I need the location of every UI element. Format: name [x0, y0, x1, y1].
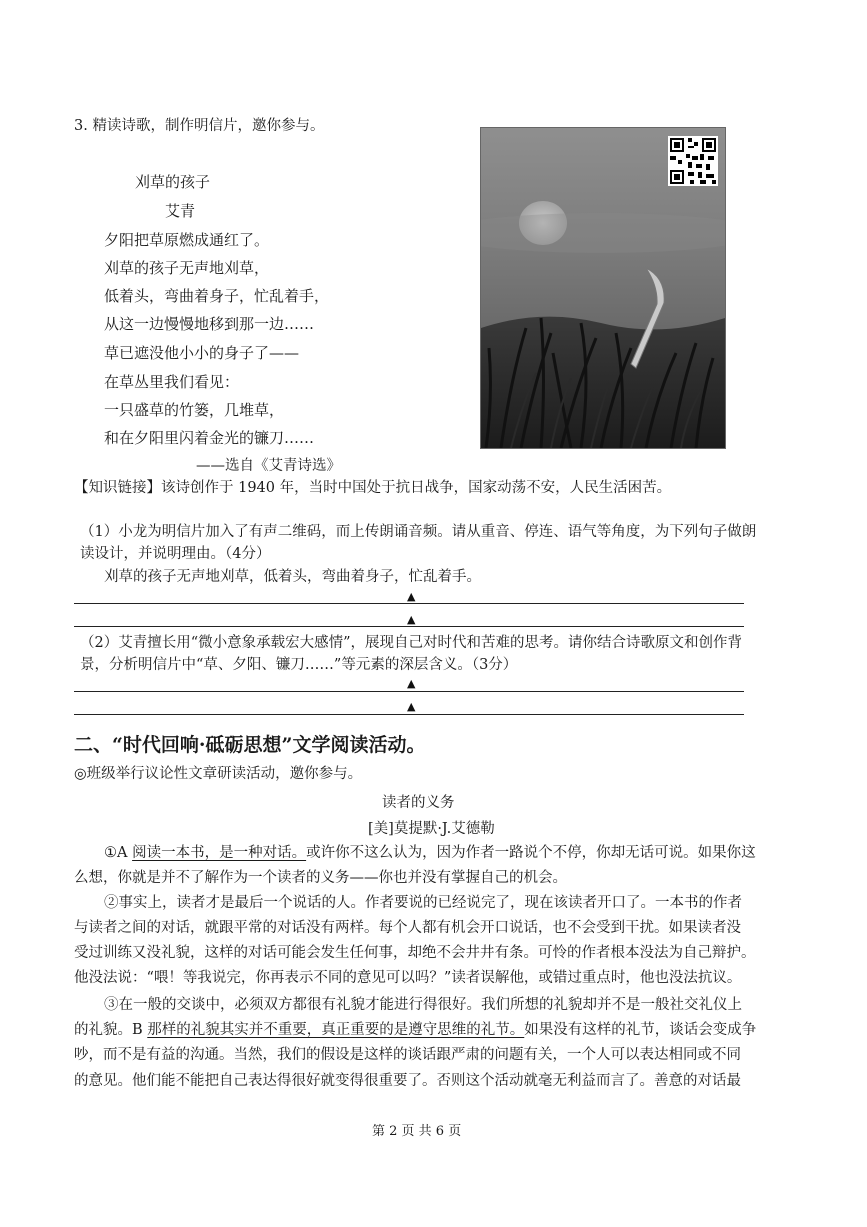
- subquestion-2-text: 景，分析明信片中“草、夕阳、镰刀……”等元素的深层含义。（3分）: [80, 657, 518, 673]
- poem-line: 低着头，弯曲着身子，忙乱着手，: [104, 287, 330, 305]
- qr-code-icon[interactable]: [668, 136, 718, 186]
- paragraph-1: ①A 阅读一本书，是一种对话。或许你不这么认为，因为作者一路说个不停，你却无话可说。如果你这: [104, 845, 756, 861]
- poem-line: 草已遮没他小小的身子了——: [104, 344, 300, 362]
- poem-title: 刈草的孩子: [135, 173, 211, 191]
- paragraph-1-line: 么想，你就是并不了解作为一个读者的义务——你也并没有掌握自己的机会。: [74, 870, 567, 886]
- answer-line[interactable]: [74, 714, 744, 715]
- article-title: 读者的义务: [382, 795, 455, 811]
- question-heading: 3. 精读诗歌，制作明信片，邀你参与。: [74, 118, 325, 134]
- paragraph-3-line: ③在一般的交谈中，必须双方都很有礼貌才能进行得很好。我们所想的礼貌却并不是一般社交礼仪上: [104, 997, 742, 1013]
- subquestion-1-sentence: 刈草的孩子无声地刈草，低着头，弯曲着身子，忙乱着手。: [104, 569, 481, 585]
- subquestion-1-text: （1）小龙为明信片加入了有声二维码，而上传朗诵音频。请从重音、停连、语气等角度，为下列句子做朗: [80, 524, 757, 540]
- poem-line: 在草丛里我们看见：: [104, 373, 240, 391]
- answer-marker: ▲: [407, 590, 416, 603]
- section-heading: 二、“时代回响·砥砺思想”文学阅读活动。: [74, 734, 426, 756]
- answer-line[interactable]: [74, 691, 744, 692]
- answer-line[interactable]: [74, 603, 744, 604]
- poem-source: ——选自《艾青诗选》: [196, 458, 341, 474]
- subquestion-1-text: 读设计，并说明理由。（4分）: [80, 546, 271, 562]
- paragraph-2-line: 与读者之间的对话，就跟平常的对话没有两样。每个人都有机会开口说话，也不会受到干扰。如果读者没: [74, 920, 741, 936]
- section-intro: ◎班级举行议论性文章研读活动，邀你参与。: [74, 766, 363, 782]
- poem-line: 从这一边慢慢地移到那一边……: [104, 315, 315, 333]
- poem-line: 夕阳把草原燃成通红了。: [104, 231, 270, 249]
- poem-author: 艾青: [165, 202, 196, 220]
- postcard-illustration: [480, 127, 726, 449]
- underlined-sentence-b: 那样的礼貌其实并不重要，真正重要的是遵守思维的礼节。: [147, 1022, 525, 1038]
- paragraph-3-line: 吵，而不是有益的沟通。当然，我们的假设是这样的谈话跟严肃的问题有关，一个人可以表达相同或不同: [74, 1047, 741, 1063]
- paragraph-3-line: 的礼貌。B 那样的礼貌其实并不重要，真正重要的是遵守思维的礼节。如果没有这样的礼节，谈话会变成争: [74, 1022, 757, 1038]
- poem-line: 和在夕阳里闪着金光的镰刀……: [104, 429, 315, 447]
- paragraph-2-line: ②事实上，读者才是最后一个说话的人。作者要说的已经说完了，现在该读者开口了。一本书的作者: [104, 895, 742, 911]
- poem-line: 一只盛草的竹篓，几堆草，: [104, 401, 285, 419]
- grass-field: [481, 317, 725, 448]
- poem-line: 刈草的孩子无声地刈草，: [104, 259, 270, 277]
- underlined-sentence-a: 阅读一本书，是一种对话。: [132, 845, 307, 861]
- answer-line[interactable]: [74, 626, 744, 627]
- paragraph-2-line: 受过训练又没礼貌，这样的对话可能会发生任何事，却绝不会井井有条。可怜的作者根本没法为自己辩护。: [74, 945, 756, 961]
- answer-marker: ▲: [407, 677, 416, 690]
- paragraph-3-line: 的意见。他们能不能把自己表达得很好就变得很重要了。否则这个活动就毫无利益而言了。善意的对话最: [74, 1073, 741, 1089]
- answer-marker: ▲: [407, 700, 416, 713]
- subquestion-2-text: （2）艾青擅长用“微小意象承载宏大感情”，展现自己对时代和苦难的思考。请你结合诗歌原文和创作背: [80, 635, 743, 651]
- knowledge-link: 【知识链接】该诗创作于 1940 年，当时中国处于抗日战争，国家动荡不安，人民生活困苦。: [74, 480, 672, 496]
- page-footer: 第 2 页 共 6 页: [372, 1124, 462, 1139]
- paragraph-2-line: 他没法说：“喂！等我说完，你再表示不同的意见可以吗？”读者误解他，或错过重点时，他也没法抗议。: [74, 970, 742, 986]
- article-author: [美]莫提默·J.艾德勒: [368, 821, 495, 837]
- marker-a: ①A: [104, 845, 133, 861]
- answer-marker: ▲: [407, 613, 416, 626]
